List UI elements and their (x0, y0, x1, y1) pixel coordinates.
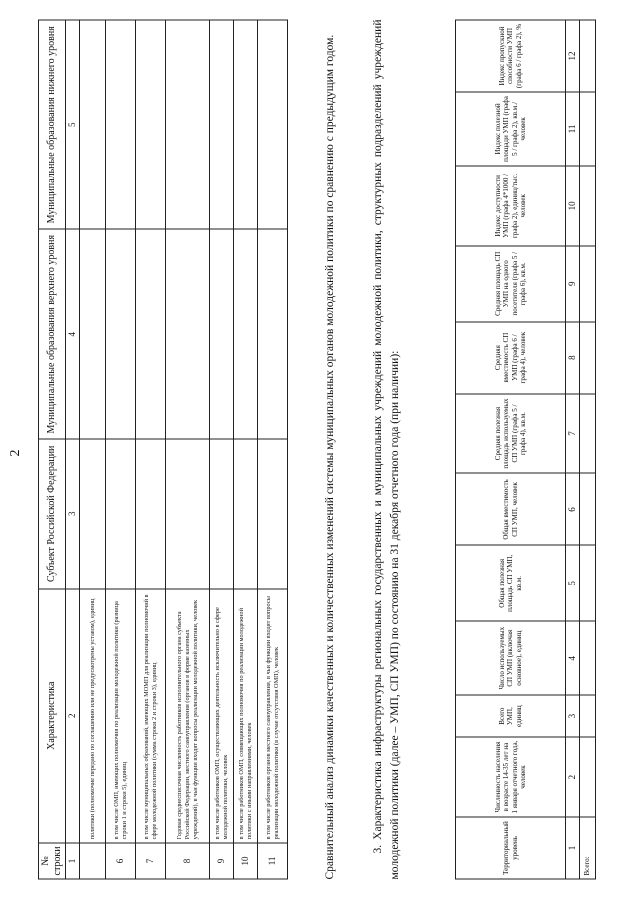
col-number: 1 (66, 842, 80, 878)
header-cell: Общая вместимость СП УМП, человек (456, 473, 566, 545)
row-number: 10 (234, 842, 258, 878)
total-label: Всего: (579, 817, 595, 879)
col-number: 9 (566, 245, 580, 321)
header-cell: Индекс доступности УМП (графа 4*1000 / графа 2), единиц/тыс. человек (456, 165, 566, 245)
col-number: 7 (566, 393, 580, 473)
header-cell: Индекс пропускной способности УМП (графа 6 / графа 2), % (456, 20, 566, 92)
header-cell: Средняя полезная площадь используемых СП УМП (графа 5 / графа 4), кв.м. (456, 393, 566, 473)
table-header-row (39, 20, 66, 879)
row-text: Годовая среднесписочная численность работников исполнительного органа субъекта Российской Федерации, местного самоуправления (органов в форме казенных учреждений), в чьи функции входят вопросы реализации молодежной политики, человек (166, 588, 210, 842)
municipal-table (38, 19, 288, 879)
table-number-row (66, 20, 80, 879)
header-cell: Всего УМП, единиц (456, 695, 566, 737)
page-number: 2 (8, 449, 23, 456)
col-number: 4 (566, 621, 580, 695)
header-cell: Территориальный уровень (456, 817, 566, 879)
row-number: 9 (210, 842, 234, 878)
col-number: 11 (566, 92, 580, 166)
table-row (166, 20, 210, 879)
header-cell: Число используемых СП УМП (включая основное), единиц (456, 621, 566, 695)
analysis-paragraph: Сравнительный анализ динамики качественных и количественных изменений системы муниципальных органов молодежной политики по сравнению с предыдущим годом. (324, 34, 336, 879)
section-3-paragraph: 3. Характеристика инфраструктуры региональных государственных и муниципальных учреждений молодежной политики, структурных подразделений учреждений молодежной политики (далее – УМП, СП УМП) по состоянию на 31 декабря отчетного года (при наличии): (372, 19, 401, 879)
table-row (579, 20, 595, 879)
table-row (80, 20, 106, 879)
col-number: 1 (566, 817, 580, 879)
row-text: в том числе ОМП, имеющих полномочия по реализации молодежной политики (разница строки 1 и строки 5), единиц (106, 588, 136, 842)
header-cell: Индекс полезной площади УМП (графа 5 / графа 2), кв.м./человек (456, 92, 566, 166)
header-cell: Численность населения в возрасте 14-35 лет на 1 января отчетного года, человек (456, 737, 566, 817)
row-number: 7 (136, 842, 166, 878)
col-number: 10 (566, 165, 580, 245)
col-number: 12 (566, 20, 580, 92)
table-row (106, 20, 136, 879)
col-number: 2 (566, 737, 580, 817)
header-cell: Средняя площадь СП УМП на одного посетителя (графа 5 / графа 6), кв.м. (456, 245, 566, 321)
row-text: в том числе работников ОМП, осуществляющих деятельность исключительно в сфере молодежной политики, человек (210, 588, 234, 842)
table-row (234, 20, 258, 879)
col-number: 8 (566, 321, 580, 393)
header-row-number: № строки (39, 842, 66, 878)
col-number: 5 (66, 20, 80, 229)
col-number: 4 (66, 229, 80, 438)
row-text: политики (полномочие передано по соглашению или не предусмотрены уставом), единиц (80, 588, 106, 842)
table-header-row (456, 20, 566, 879)
header-cell: Общая полезная площадь СП УМП, кв.м. (456, 545, 566, 621)
header-upper-level: Муниципальные образования верхнего уровня (39, 229, 66, 438)
row-text: в том числе муниципальных образований, имеющих МОМП для реализации полномочий в сфере молодежной политики (сумма строки 2 и строки 3), единиц (136, 588, 166, 842)
table-row (258, 20, 288, 879)
row-text: в том числе работников органов местного самоуправления, в чьи функции входят вопросы реализации молодежной политики (в случае отсутствия ОМП), человек (258, 588, 288, 842)
table-row (136, 20, 166, 879)
header-cell: Средняя вместимость СП УМП (графа 6 / графа 4), человек (456, 321, 566, 393)
row-number: 11 (258, 842, 288, 878)
header-characteristic: Характеристика (39, 588, 66, 842)
col-number: 6 (566, 473, 580, 545)
table-number-row (566, 20, 580, 879)
header-lower-level: Муниципальные образования нижнего уровня (39, 20, 66, 229)
col-number: 5 (566, 545, 580, 621)
table-row (210, 20, 234, 879)
row-text: в том числе работников ОМП, совмещающих полномочия по реализации молодежной политики с иными направлениями, человек (234, 588, 258, 842)
col-number: 2 (66, 588, 80, 842)
row-number: 8 (166, 842, 210, 878)
col-number: 3 (566, 695, 580, 737)
infrastructure-table (455, 19, 596, 879)
header-subject: Субъект Российской Федерации (39, 438, 66, 588)
row-number: 6 (106, 842, 136, 878)
col-number: 3 (66, 438, 80, 588)
